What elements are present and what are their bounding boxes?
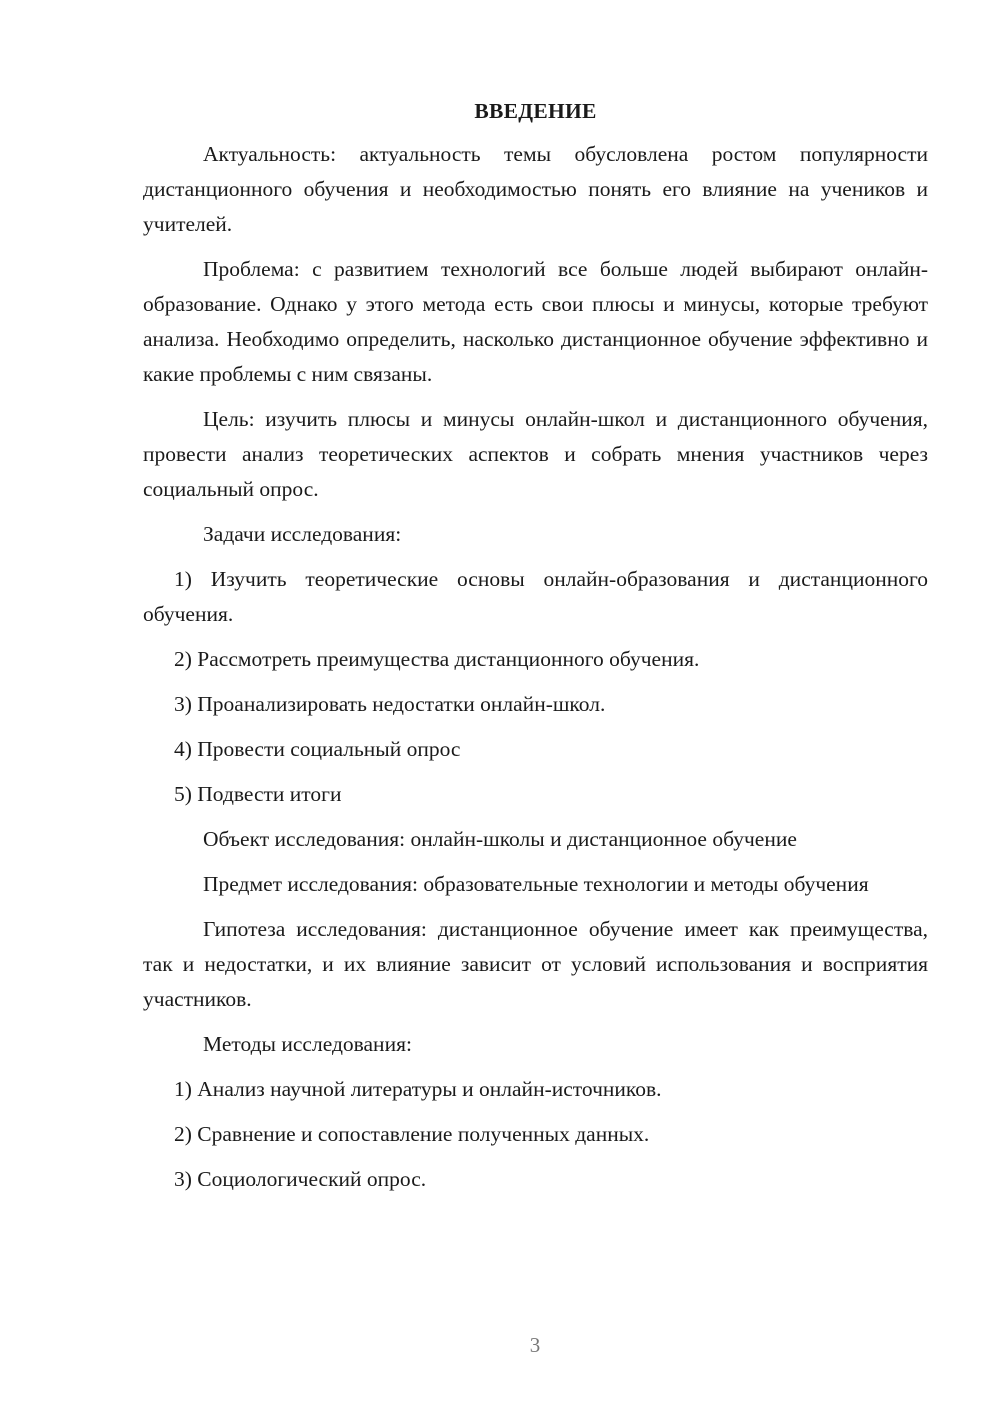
- tasks-list-item: 3) Проанализировать недостатки онлайн-школ.: [174, 692, 606, 716]
- methods-heading: Методы исследования:: [203, 1032, 412, 1056]
- subject-paragraph: Предмет исследования: образовательные технологии и методы обучения: [203, 872, 869, 896]
- tasks-list-item: 2) Рассмотреть преимущества дистанционного обучения.: [174, 647, 700, 671]
- tasks-list-item: 4) Провести социальный опрос: [174, 737, 461, 761]
- object-paragraph: Объект исследования: онлайн-школы и дистанционное обучение: [203, 827, 797, 851]
- problem-paragraph: Проблема: с развитием технологий все больше людей выбирают онлайн-образование. Однако у этого метода есть свои плюсы и минусы, которые требуют анализа. Необходимо определить, насколько дистанционное обучение эффективно и какие проблемы с ним связаны.: [143, 257, 928, 386]
- methods-list-item: 2) Сравнение и сопоставление полученных данных.: [174, 1122, 650, 1146]
- tasks-list-item: 1) Изучить теоретические основы онлайн-образования и дистанционного обучения.: [143, 567, 928, 626]
- goal-paragraph: Цель: изучить плюсы и минусы онлайн-школ и дистанционного обучения, провести анализ теоретических аспектов и собрать мнения участников через социальный опрос.: [143, 407, 928, 501]
- tasks-heading: Задачи исследования:: [203, 522, 402, 546]
- relevance-paragraph: Актуальность: актуальность темы обусловлена ростом популярности дистанционного обучения и необходимостью понять его влияние на учеников и учителей.: [143, 142, 928, 236]
- page-number: 3: [529, 1333, 541, 1357]
- hypothesis-paragraph: Гипотеза исследования: дистанционное обучение имеет как преимущества, так и недостатки, и их влияние зависит от условий использования и восприятия участников.: [143, 917, 928, 1011]
- methods-list-item: 1) Анализ научной литературы и онлайн-источников.: [174, 1077, 662, 1101]
- methods-list-item: 3) Социологический опрос.: [174, 1167, 427, 1191]
- page-title: ВВЕДЕНИЕ: [474, 99, 597, 123]
- document-page: [143, 96, 928, 1207]
- tasks-list-item: 5) Подвести итоги: [174, 782, 342, 806]
